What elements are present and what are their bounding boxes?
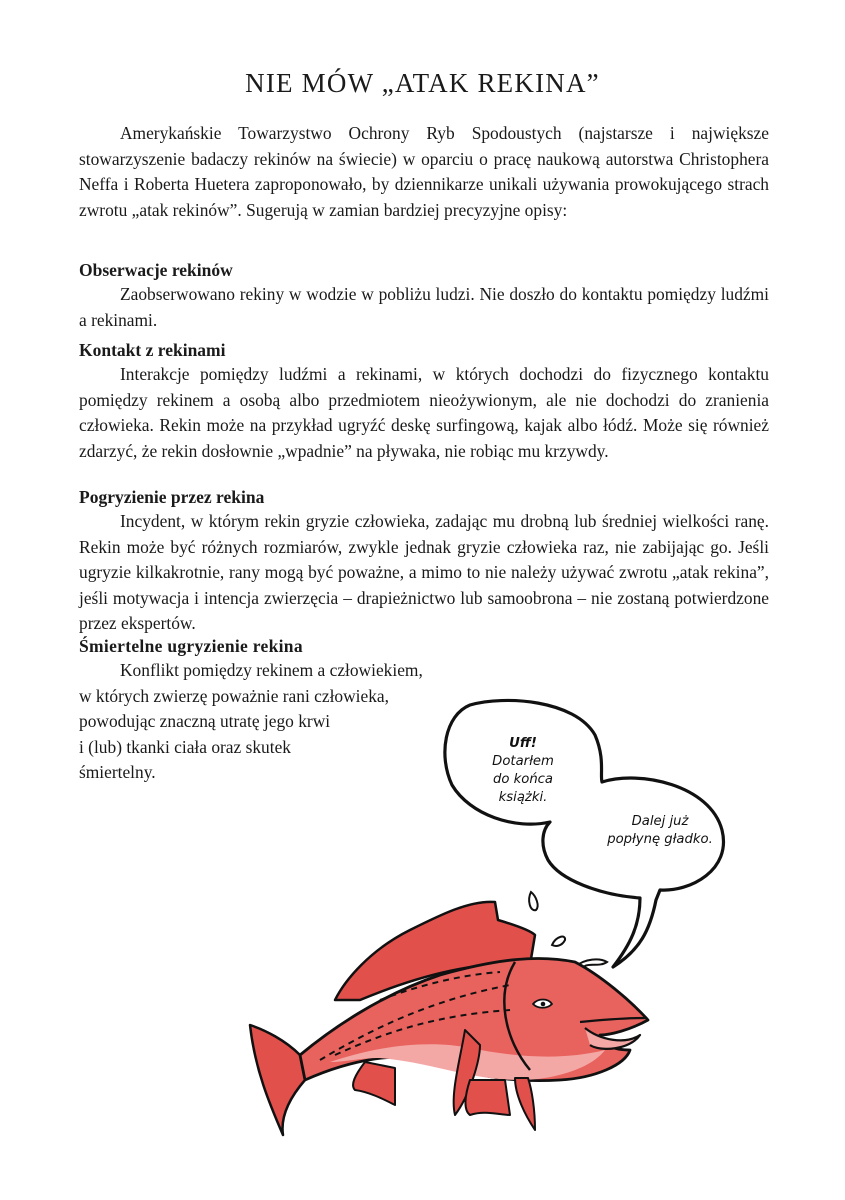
page-title: NIE MÓW „ATAK REKINA” [245, 68, 600, 98]
fish [250, 902, 648, 1135]
speech-bubble-text-1 [470, 735, 576, 807]
bubble-line: do końca [492, 772, 554, 787]
fish-tail [250, 1025, 305, 1135]
section-text-line: Konflikt pomiędzy rekinem a człowiekiem, [120, 660, 423, 680]
section-text: Zaobserwowano rekiny w wodzie w pobliżu ludzi. Nie doszło do kontaktu pomiędzy ludźmi a rekinami. [79, 284, 769, 330]
bubble-line: popłynę gładko. [607, 832, 713, 847]
bubble-line: książki. [498, 790, 548, 805]
bubble-line: Dalej już [631, 814, 689, 829]
fish-pelvic-fin [353, 1062, 395, 1105]
bubble-line: Dotarłem [492, 754, 554, 769]
section-heading: Obserwacje rekinów [79, 260, 233, 280]
bubble-exclaim: Uff! [509, 736, 537, 751]
section-text-line: śmiertelny. [79, 762, 156, 782]
water-splash-icon [529, 892, 607, 968]
section-heading: Śmiertelne ugryzienie rekina [79, 636, 303, 656]
section-heading: Pogryzienie przez rekina [79, 487, 265, 507]
section-text-line: powodując znaczną utratę jego krwi [79, 711, 331, 731]
section-text: Interakcje pomiędzy ludźmi a rekinami, w których dochodzi do fizycznego kontaktu pomiędzy rekinem a osobą albo przedmiotem nieożywionym, ale nie dochodzi do zranienia człowieka. Rekin może na przykład ugryźć deskę surfingową, kajak albo łódź. Może się również zdarzyć, że rekin dosłownie „wpadnie” na pływaka, nie robiąc mu krzywdy. [79, 364, 769, 461]
speech-bubble-text-2 [590, 813, 730, 849]
section-text-line: w których zwierzę poważnie rani człowieka, [79, 685, 389, 706]
intro-text: Amerykańskie Towarzystwo Ochrony Ryb Spodoustych (najstarsze i największe stowarzyszenie badaczy rekinów na świecie) w oparciu o pracę naukową autorstwa Christophera Neffa i Roberta Huetera zaproponowało, by dziennikarze unikali używania prowokującego strach zwrotu „atak rekinów”. Sugerują w zamian bardziej precyzyjne opisy: [79, 123, 769, 220]
section-text: Incydent, w którym rekin gryzie człowieka, zadając mu drobną lub średniej wielkości ranę. Rekin może być różnych rozmiarów, zwykle jednak gryzie człowieka raz, nie zabijając go. Jeśli ugryzie kilkakrotnie, rany mogą być poważne, a mimo to nie należy używać zwrotu „atak rekina”, jeśli motywacja i intencja zwierzęcia – drapieżnictwo lub samoobrona – nie zostaną potwierdzone przez ekspertów. [79, 511, 769, 633]
section-heading: Kontakt z rekinami [79, 340, 226, 360]
section-text-line: i (lub) tkanki ciała oraz skutek [79, 736, 291, 757]
